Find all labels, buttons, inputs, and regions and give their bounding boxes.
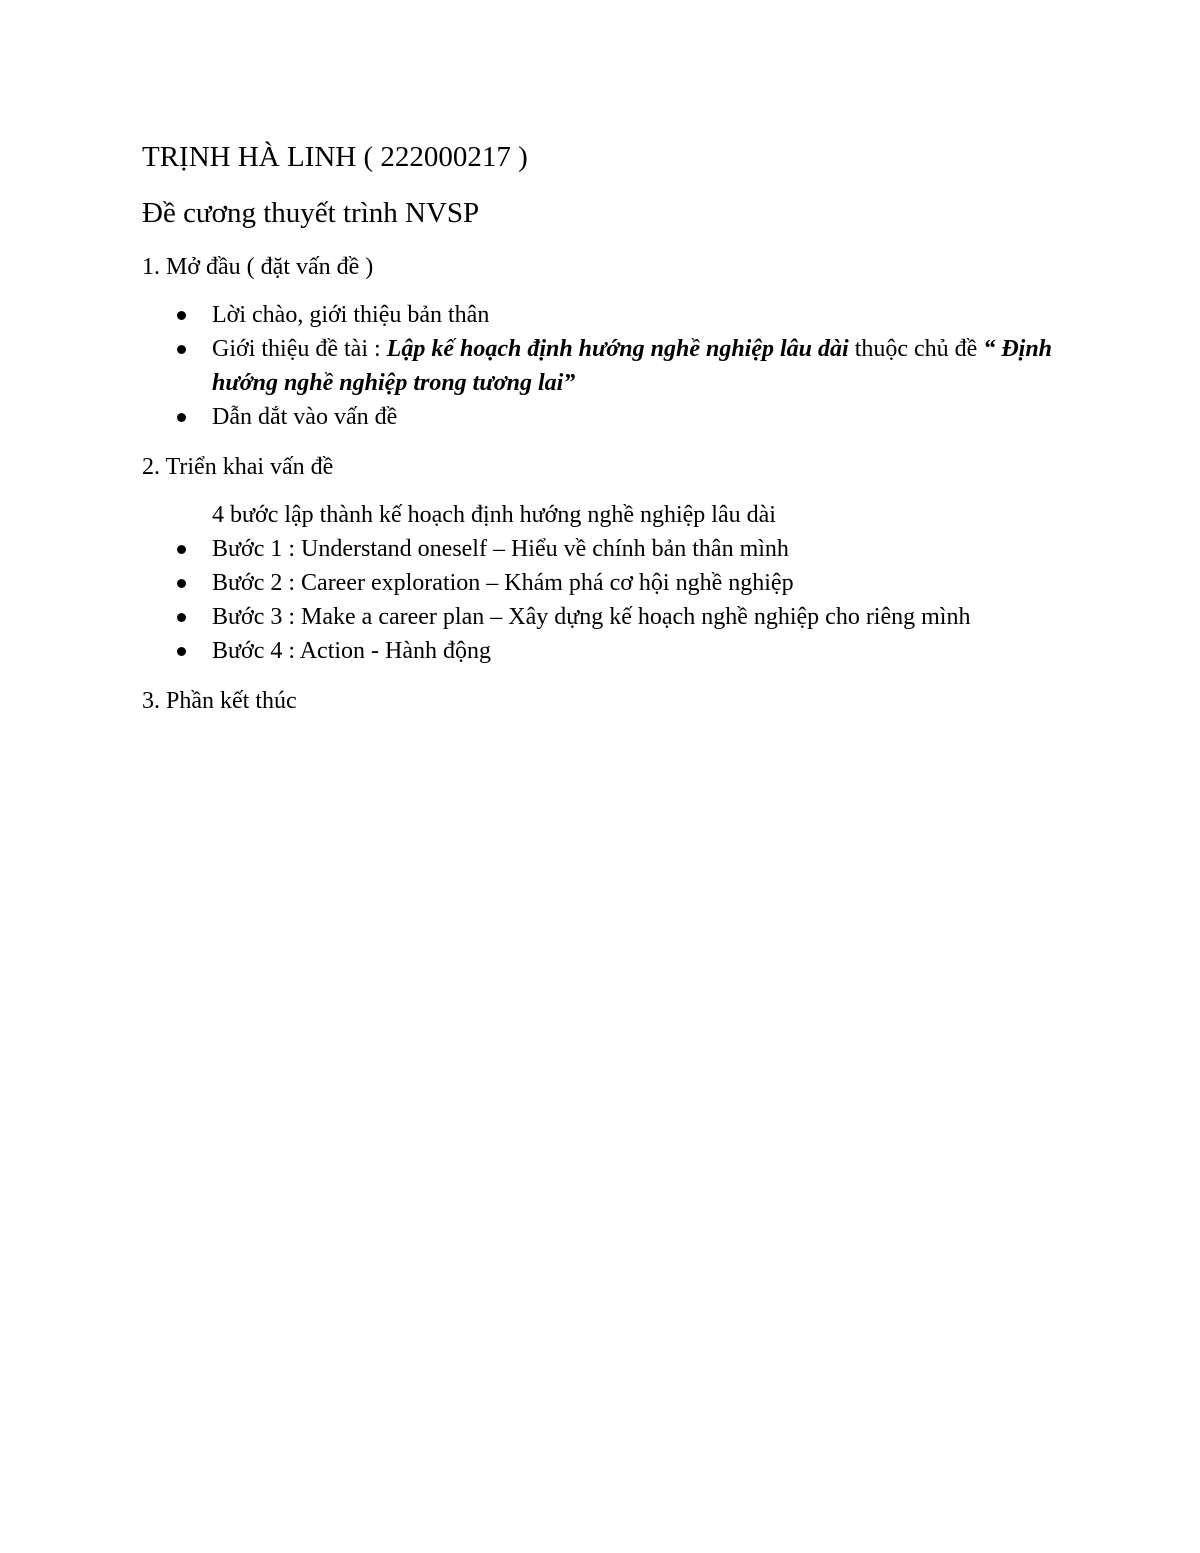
- section-3-heading: 3. Phần kết thúc: [142, 688, 297, 714]
- section-1-heading: 1. Mở đầu ( đặt vấn đề ): [142, 254, 374, 280]
- list-item: [142, 634, 1062, 668]
- section-2-list: [142, 532, 1062, 668]
- bullet-icon: [177, 647, 186, 656]
- topic-title: Lập kế hoạch định hướng nghề nghiệp lâu dài: [386, 336, 849, 362]
- document-body: [142, 138, 1062, 732]
- list-item: [142, 298, 1062, 332]
- list-item: [142, 600, 1062, 634]
- bullet-icon: [177, 579, 186, 588]
- section-2-intro: 4 bước lập thành kế hoạch định hướng nghề nghiệp lâu dài: [212, 502, 776, 528]
- list-item: [142, 400, 1062, 434]
- list-item: [142, 532, 1062, 566]
- list-item-text: Bước 3 : Make a career plan – Xây dựng kế hoạch nghề nghiệp cho riêng mình: [212, 604, 971, 630]
- bullet-icon: [177, 545, 186, 554]
- topic-middle: thuộc chủ đề: [848, 336, 984, 362]
- bullet-icon: [177, 311, 186, 320]
- list-item-text: Bước 1 : Understand oneself – Hiểu về chính bản thân mình: [212, 536, 789, 562]
- bullet-icon: [177, 613, 186, 622]
- list-item-text: Bước 4 : Action - Hành động: [212, 638, 491, 664]
- document-title: Đề cương thuyết trình NVSP: [142, 197, 480, 229]
- list-item-text: Lời chào, giới thiệu bản thân: [212, 302, 490, 328]
- list-item-text: Dẫn dắt vào vấn đề: [212, 404, 398, 430]
- topic-theme: “ Định hướng nghề nghiệp trong tương lai”: [212, 336, 1053, 396]
- bullet-icon: [177, 345, 186, 354]
- author-line: TRỊNH HÀ LINH ( 222000217 ): [142, 141, 528, 173]
- list-item: [142, 566, 1062, 600]
- list-item: [142, 332, 1062, 400]
- bullet-icon: [177, 413, 186, 422]
- list-item-text: Bước 2 : Career exploration – Khám phá cơ hội nghề nghiệp: [212, 570, 794, 596]
- topic-prefix: Giới thiệu đề tài :: [212, 336, 387, 362]
- section-2-heading: 2. Triển khai vấn đề: [142, 454, 334, 480]
- section-1-list: [142, 298, 1062, 434]
